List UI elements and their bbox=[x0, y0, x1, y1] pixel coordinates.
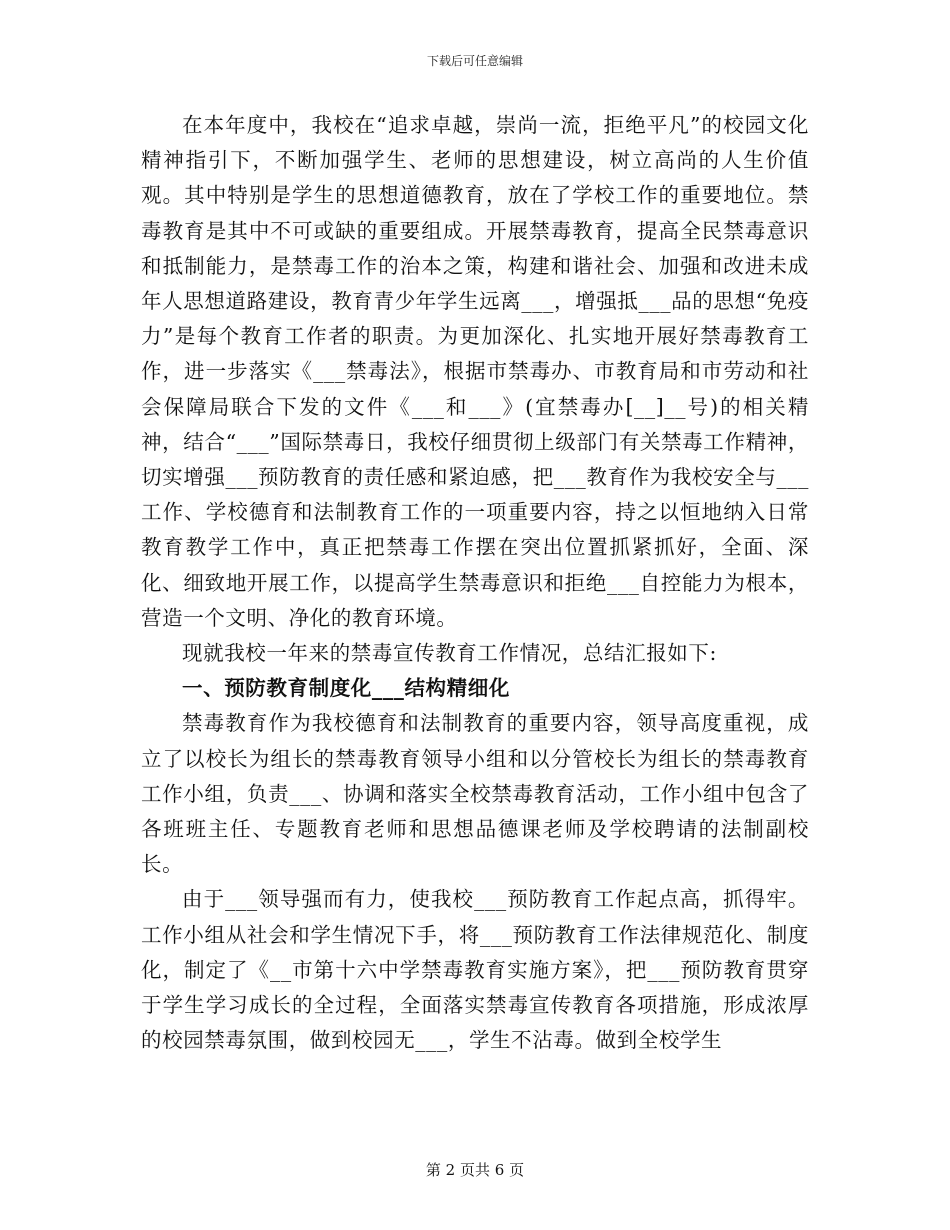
paragraph-leadership: 禁毒教育作为我校德育和法制教育的重要内容，领导高度重视，成立了以校长为组长的禁毒教育领导小组和以分管校长为组长的禁毒教育工作小组，负责___、协调和落实全校禁毒教育活动，工作小组中包含了各班班主任、专题教育老师和思想品德课老师及学校聘请的法制副校长。 bbox=[141, 711, 809, 877]
section-heading-1: 一、预防教育制度化___结构精细化 bbox=[182, 676, 510, 701]
page-number: 第 2 页共 6 页 bbox=[425, 1161, 525, 1179]
paragraph-intro: 在本年度中，我校在“追求卓越，崇尚一流，拒绝平凡”的校园文化精神指引下，不断加强学生、老师的思想建设，树立高尚的人生价值观。其中特别是学生的思想道德教育，放在了学校工作的重要地位。禁毒教育是其中不可或缺的重要组成。开展禁毒教育，提高全民禁毒意识和抵制能力，是禁毒工作的治本之策，构建和谐社会、加强和改进未成年人思想道路建设，教育青少年学生远离___，增强抵___品的思想“免疫力”是每个教育工作者的职责。为更加深化、扎实地开展好禁毒教育工作，进一步落实《___禁毒法》，根据市禁毒办、市教育局和市劳动和社会保障局联合下发的文件《___和___》(宜禁毒办[__]__号)的相关精神，结合“___”国际禁毒日，我校仔细贯彻上级部门有关禁毒工作精神，切实增强___预防教育的责任感和紧迫感，把___教育作为我校安全与___工作、学校德育和法制教育工作的一项重要内容，持之以恒地纳入日常教育教学工作中，真正把禁毒工作摆在突出位置抓紧抓好，全面、深化、细致地开展工作，以提高学生禁毒意识和拒绝___自控能力为根本，营造一个文明、净化的教育环境。 bbox=[141, 113, 809, 630]
document-body bbox=[141, 108, 809, 1058]
paragraph-system: 由于___领导强而有力，使我校___预防教育工作起点高，抓得牢。工作小组从社会和学生情况下手，将___预防教育工作法律规范化、制度化，制定了《__市第十六中学禁毒教育实施方案》，把___预防教育贯穿于学生学习成长的全过程，全面落实禁毒宣传教育各项措施，形成浓厚的校园禁毒氛围，做到校园无___，学生不沾毒。做到全校学生 bbox=[141, 887, 809, 1053]
page-header-note: 下载后可任意编辑 bbox=[426, 54, 523, 68]
paragraph-summary-lead: 现就我校一年来的禁毒宣传教育工作情况，总结汇报如下: bbox=[182, 641, 718, 666]
